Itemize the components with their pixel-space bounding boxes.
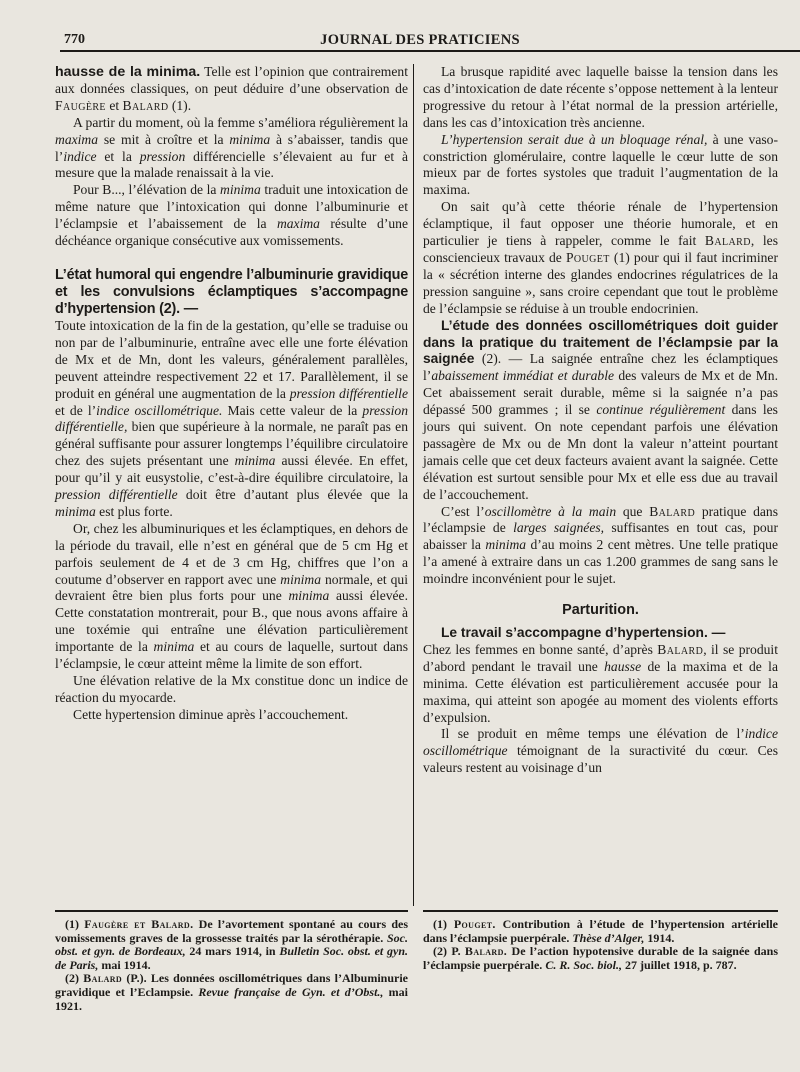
section-title: Parturition. — [562, 602, 639, 619]
paragraph — [423, 504, 778, 589]
italic-term: Bulletin Soc. obst. et gyn. de Paris, — [55, 944, 409, 972]
text-run: Pour B..., l’élévation de la — [73, 182, 221, 198]
text-run: 24 mars 1914, in — [185, 944, 280, 959]
paragraph — [55, 64, 408, 115]
text-run: normale, et qui devraient être bien plus forts pour une — [55, 571, 408, 604]
italic-term: pression — [139, 148, 186, 164]
text-run: C’est l’ — [441, 503, 485, 519]
text-run: Mais cette valeur de la — [222, 402, 363, 418]
text-run: De l’action hypotensive durable de la saignée dans l’éclampsie puerpérale. — [423, 944, 778, 972]
italic-term: continue régulièrement — [596, 402, 726, 418]
text-run: Or, chez les albuminuriques et les éclamptiques, en dehors de la période du travail, elle n’est en général que de 5 cm Hg et parfois seulement de 4 et de 3 cm Hg, chiffres que l’on a coutume d’observer en rapport avec une — [55, 520, 408, 587]
italic-term: Thèse d’Alger, — [572, 930, 645, 945]
left-column — [55, 64, 408, 724]
text-run: aussi élevée. Cette constatation montrerait, pour B., que nous avons affaire à une toxémie qui entraîne une élévation particulièrement importante de la — [55, 588, 408, 655]
footnote — [423, 945, 778, 972]
text-run: résulte d’une déchéance organique consécutive aux vomissements. — [55, 216, 409, 249]
italic-term: minima — [229, 131, 271, 147]
author-name: Faugère — [55, 97, 106, 113]
italic-term: minima — [220, 182, 261, 198]
italic-term: larges saignées, — [513, 520, 605, 536]
footnote-marker: (2) P. — [433, 944, 465, 959]
text-run: (1) pour qui il faut incriminer la « sécrétion interne des glandes endocrines régulatrices de la pression sanguine », sans croire cependant que tout le problème de l’éclampsie se réduise à un trouble endocrinien. — [423, 249, 778, 316]
text-run: traduit une intoxication de même nature que l’intoxication qui donne l’albuminurie et l’éclampsie et l’abaissement de la — [55, 182, 408, 232]
italic-term: pression différentielle, — [55, 402, 408, 435]
italic-term: Revue française de Gyn. et d’Obst., — [198, 984, 384, 999]
italic-term: minima — [153, 639, 195, 655]
author-name: Pouget — [565, 249, 610, 265]
paragraph — [423, 726, 778, 777]
column-divider — [413, 64, 414, 906]
text-run: et la — [96, 148, 140, 164]
text-run: Toute intoxication de la fin de la gestation, qu’elle se traduise ou non par de l’albuminurie, entraîne avec elle une forte élévation de Mx et de Mn, dont les valeurs, généralement parallèles, peuvent atteindre respectivement 22 et 17. Parallèlement, il se produit en général une augmentation de la — [55, 317, 408, 401]
text-run: A partir du moment, où la femme s’améliora régulièrement la — [73, 114, 408, 130]
text-run: à s’abaisser, tandis que l’ — [55, 131, 408, 164]
footnote — [423, 918, 778, 945]
text-run: à une vaso-constriction glomérulaire, contre laquelle le cœur lutte de son mieux par de fortes systoles que traduit l’augmentation de la maxima. — [423, 131, 778, 198]
paragraph — [55, 318, 408, 521]
text-run: dans les jours qui suivent. On note cependant parfois une élévation passagère de Mx ou de Mn dont la valeur n’atteint pourtant jamais celle que cet deux facteurs avaient avant la saignée. Cette élévation est surtout sensible pour Mx et elle ess due au travail de l’accouchement. — [423, 402, 778, 502]
text-run: mai 1914. — [98, 957, 151, 972]
paragraph — [423, 642, 778, 727]
text-run: mai 1921. — [55, 984, 408, 1013]
footnote — [55, 972, 408, 1013]
author-name: Faugère et Balard. — [84, 917, 194, 931]
text-run: , les consciencieux travaux de — [423, 233, 778, 265]
footnote-marker: (1) — [65, 917, 85, 931]
text-run: suffisantes en tout cas, pour abaisser la — [423, 520, 779, 553]
author-name: Balard — [649, 503, 696, 519]
author-name: Balard — [122, 97, 169, 113]
italic-term: minima — [55, 503, 96, 519]
paragraph — [55, 521, 408, 673]
italic-term: minima — [485, 537, 527, 553]
text-run: (2). — La saignée entraîne chez les éclamptiques l’ — [423, 351, 778, 384]
italic-term: indice — [63, 148, 97, 164]
italic-term: C. R. Soc. biol., — [545, 957, 622, 972]
text-run: et — [105, 97, 123, 113]
italic-term: L’hypertension serait due à un bloquage rénal, — [441, 131, 708, 147]
text-run: (1). — [168, 97, 192, 113]
paragraph — [423, 199, 778, 317]
paragraph — [423, 625, 778, 642]
text-run: De l’avortement spontané au cours des vomissements graves de la grossesse traités par la sérothérapie. — [55, 917, 408, 945]
text-run: aussi élevée. En effet, pour qu’il y ait eusystolie, c’est-à-dire équilibre circulatoire, la — [55, 453, 408, 486]
header-rule — [60, 50, 800, 52]
footnotes-right — [423, 918, 778, 972]
text-run: témoignant de la suractivité du cœur. Ces valeurs restent au voisinage d’un — [423, 743, 778, 776]
footnote-marker: (1) — [433, 917, 454, 931]
paragraph — [423, 318, 778, 504]
text-run: des valeurs de Mx et de Mn. Cet abaissement serait durable, même si la saignée n’a pas dépassé 500 grammes ; il se — [423, 368, 778, 418]
journal-title: JOURNAL DES PRATICIENS — [320, 32, 520, 48]
italic-term: Soc. obst. et gyn. de Bordeaux, — [55, 930, 408, 959]
text-run: Il se produit en même temps une élévation de l’ — [441, 726, 745, 742]
page-header — [40, 30, 800, 52]
text-run: de la maxima et de la minima. Cette élévation est particulièrement accusée pour la maxima, qui atteint son apogée au moment des violents efforts d’expulsion. — [423, 658, 778, 725]
text-run: et de l’ — [55, 402, 97, 418]
text-run: bien que supérieure à la normale, ne paraît pas en général suffisante pour assurer longtemps l’équilibre circulatoire chez des sujets présentant une — [55, 419, 408, 469]
text-run: doit être d’autant plus élevée que la — [177, 487, 409, 503]
author-name: Pouget. — [453, 917, 496, 931]
paragraph: Cette hypertension diminue après l’accouchement. — [73, 706, 349, 722]
italic-term: minima — [280, 571, 322, 587]
italic-term: minima — [234, 453, 276, 469]
author-name: Balard. — [464, 944, 508, 959]
italic-term: minima — [288, 588, 330, 604]
footnote — [55, 918, 408, 972]
footnote-rule-left — [55, 910, 408, 912]
italic-term: abaissement immédiat et durable — [431, 368, 615, 384]
text-run: Telle est l’opinion que contrairement aux données classiques, on peut déduire d’une observation de — [55, 64, 408, 96]
text-run: et au cours de laquelle, surtout dans l’éclampsie, le cœur atteint même la limite de son effort. — [55, 639, 408, 672]
section-heading: L’étude des données oscillométriques doit guider dans la pratique du traitement de l’éclampsie par la saignée — [423, 317, 778, 367]
footnote-rule-right — [423, 910, 778, 912]
section-heading: Le travail s’accompagne d’hypertension. — — [441, 625, 726, 640]
text-run: 1914. — [644, 930, 675, 945]
paragraph — [55, 115, 408, 183]
paragraph — [55, 182, 408, 250]
footnote-marker: (2) — [65, 971, 84, 986]
text-run: différencielle s’élevaient au fur et à mesure que la malade renaissait à la vie. — [55, 148, 408, 181]
text-run: se mit à croître et la — [98, 131, 230, 147]
lead-phrase: hausse de la minima. — [55, 64, 201, 80]
text-run: 27 juillet 1918, p. 787. — [622, 957, 737, 972]
text-run: , il se produit d’abord pendant le travail une — [423, 641, 778, 674]
section-heading: L’état humoral qui engendre l’albuminurie gravidique et les convulsions éclamptiques s’accompagne d’hypertension (2). — — [55, 266, 408, 317]
text-run: que — [616, 503, 650, 519]
footnotes-left — [55, 918, 408, 1013]
italic-term: maxima — [276, 216, 320, 232]
text-run: On sait qu’à cette théorie rénale de l’hypertension éclamptique, il faut opposer une théorie humorale, et en particulier je tiens à rappeler, comme le fait — [423, 199, 778, 249]
italic-term: maxima — [55, 131, 99, 147]
italic-term: hausse — [604, 658, 642, 674]
page-number: 770 — [64, 32, 85, 47]
author-name: Balard — [657, 641, 704, 657]
text-run: pratique dans l’éclampsie de — [423, 503, 778, 536]
italic-term: indice oscillométrique — [423, 726, 778, 759]
italic-term: oscillomètre à la main — [484, 503, 617, 519]
text-run: d’au moins 2 cent mètres. Une telle pratique l’a amené à extraire dans un cas 1.200 grammes de sang sans le moindre inconvénient pour le sujet. — [423, 537, 778, 587]
italic-term: pression différentielle — [55, 487, 178, 503]
paragraph: Une élévation relative de la Mx constitue donc un indice de réaction du myocarde. — [55, 673, 408, 705]
italic-term: indice oscillométrique. — [96, 402, 223, 418]
right-column — [423, 64, 778, 777]
paragraph — [423, 132, 778, 200]
text-run: Chez les femmes en bonne santé, d’après — [423, 641, 658, 657]
text-run: est plus forte. — [95, 503, 173, 519]
italic-term: pression différentielle — [289, 385, 408, 401]
text-run: Contribution à l’étude de l’hypertension artérielle dans l’éclampsie puerpérale. — [423, 917, 778, 945]
author-name: Balard — [83, 971, 123, 986]
paragraph: La brusque rapidité avec laquelle baisse la tension dans les cas d’intoxication de date récente s’oppose nettement à la lenteur progressive du retour à l’état normal de la pression artérielle, dans les cas d’intoxication très ancienne. — [423, 64, 778, 130]
text-run: (P.). Les données oscillométriques dans l’Albuminurie gravidique et l’Eclampsie. — [55, 971, 408, 999]
author-name: Balard — [704, 233, 751, 249]
